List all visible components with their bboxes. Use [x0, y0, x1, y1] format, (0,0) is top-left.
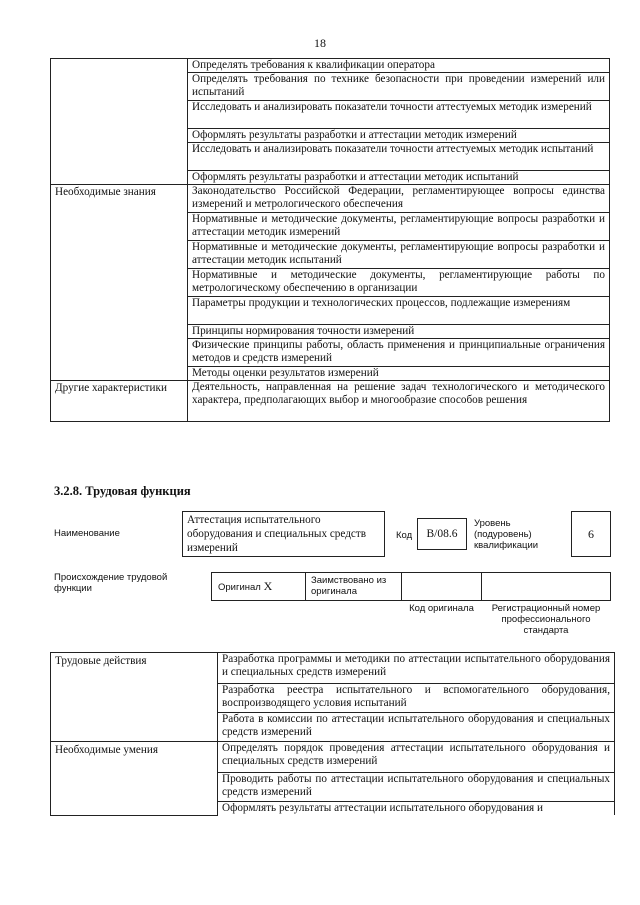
table-cell: Разработка программы и методики по аттестации испытательного оборудования и специальных средств измерений: [218, 653, 615, 684]
section-heading: 3.2.8. Трудовая функция: [54, 484, 191, 498]
reg-number-cell: [481, 572, 611, 601]
table-cell: Параметры продукции и технологических процессов, подлежащие измерениям: [188, 297, 610, 325]
row-label: Необходимые знания: [51, 185, 188, 381]
skills-knowledge-table: [50, 58, 610, 422]
table-cell: Оформлять результаты разработки и аттестации методик измерений: [188, 129, 610, 143]
table-cell: Законодательство Российской Федерации, регламентирующее вопросы единства измерений и метрологического обеспечения: [188, 185, 610, 213]
table-cell: Исследовать и анализировать показатели точности аттестуемых методик испытаний: [188, 143, 610, 171]
original-label: Оригинал: [218, 582, 261, 593]
table-cell: Нормативные и методические документы, регламентирующие вопросы разработки и аттестации методик измерений: [188, 213, 610, 241]
table-cell: Физические принципы работы, область применения и принципиальные ограничения методов и средств измерений: [188, 339, 610, 367]
table-cell: Оформлять результаты аттестации испытательного оборудования и: [218, 802, 615, 816]
labor-actions-table: [50, 652, 615, 816]
table-cell: Оформлять результаты разработки и аттестации методик испытаний: [188, 171, 610, 185]
level-label: Уровень (подуровень) квалификации: [474, 518, 539, 551]
table-cell: Нормативные и методические документы, регламентирующие работы по метрологическому обеспечению в организации: [188, 269, 610, 297]
table-row: [51, 742, 615, 773]
table-cell: Деятельность, направленная на решение задач технологического и методического характера, предполагающих выбор и многообразие способов решения: [188, 381, 610, 422]
table-row: [51, 653, 615, 684]
code-box: B/08.6: [417, 518, 467, 550]
table-cell: Методы оценки результатов измерений: [188, 367, 610, 381]
row-label: [51, 59, 188, 185]
page-number: 18: [314, 36, 326, 50]
row-label: Другие характеристики: [51, 381, 188, 422]
table-row: [51, 381, 610, 422]
table-cell: Исследовать и анализировать показатели точности аттестуемых методик измерений: [188, 101, 610, 129]
function-name-box: Аттестация испытательного оборудования и специальных средств измерений: [182, 511, 385, 557]
table-cell: Разработка реестра испытательного и вспомогательного оборудования, воспроизводящего условия испытаний: [218, 684, 615, 713]
code-original-cell: [401, 572, 482, 601]
table-row: [51, 185, 610, 213]
table-cell: Определять требования по технике безопасности при проведении измерений или испытаний: [188, 73, 610, 101]
code-label: Код: [396, 530, 413, 541]
table-cell: Принципы нормирования точности измерений: [188, 325, 610, 339]
level-box: 6: [571, 511, 611, 557]
table-cell: Работа в комиссии по аттестации испытательного оборудования и специальных средств измерений: [218, 713, 615, 742]
table-cell: Определять требования к квалификации оператора: [188, 59, 610, 73]
name-label: Наименование: [54, 528, 120, 539]
code-original-label: Код оригинала: [409, 603, 474, 614]
origin-label: Происхождение трудовой функции: [54, 572, 168, 594]
table-cell: Определять порядок проведения аттестации испытательного оборудования и специальных средств измерений: [218, 742, 615, 773]
original-mark: X: [263, 579, 273, 593]
table-cell: Проводить работы по аттестации испытательного оборудования и специальных средств измерений: [218, 773, 615, 802]
table-cell: Нормативные и методические документы, регламентирующие вопросы разработки и аттестации методик испытаний: [188, 241, 610, 269]
original-cell: [211, 572, 306, 601]
row-label: Трудовые действия: [51, 653, 218, 742]
table-row: [51, 59, 610, 73]
reg-number-label: Регистрационный номер профессионального стандарта: [491, 603, 601, 636]
borrowed-cell: Заимствовано из оригинала: [305, 572, 402, 601]
row-label: Необходимые умения: [51, 742, 218, 816]
